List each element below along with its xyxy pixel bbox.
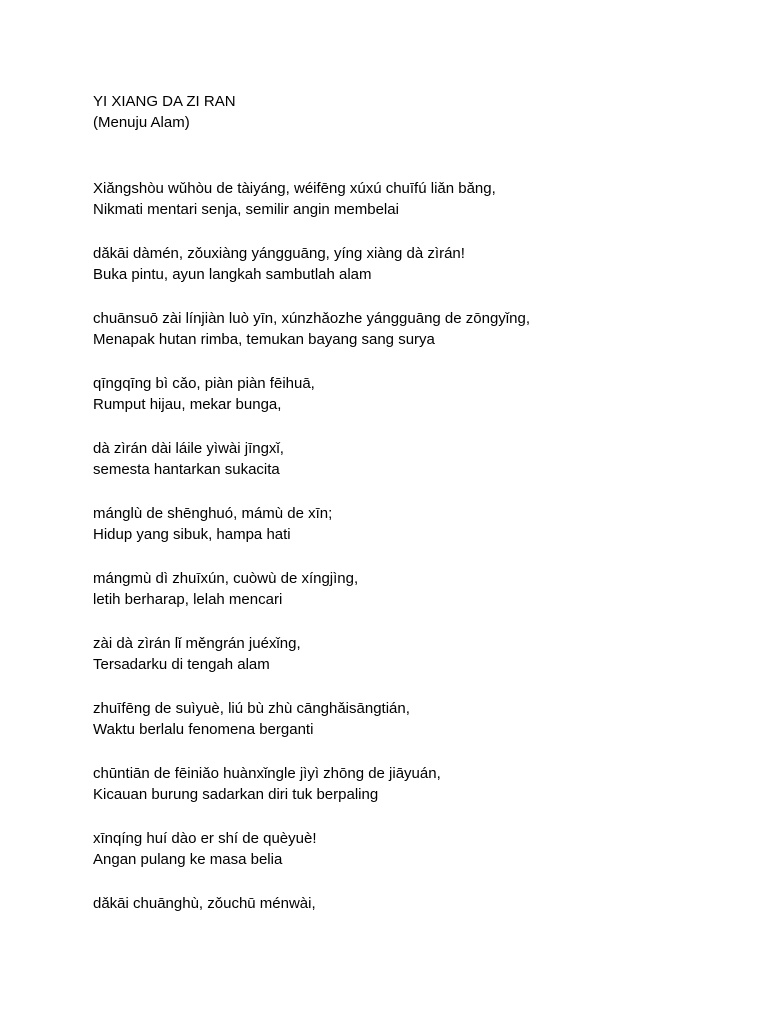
stanza [93,828,733,870]
stanza [93,568,733,610]
stanza [93,698,733,740]
poem-title: YI XIANG DA ZI RAN [93,93,236,110]
title-block [93,91,733,133]
pinyin-line: dǎkāi dàmén, zǒuxiàng yángguāng, yíng xiàng dà zìrán! [93,245,465,262]
pinyin-line: zhuīfēng de suìyuè, liú bù zhù cānghǎisāngtián, [93,700,410,717]
stanza [93,633,733,675]
indonesian-line: Rumput hijau, mekar bunga, [93,396,282,413]
stanza [93,373,733,415]
stanza [93,178,733,220]
pinyin-line: mángmù dì zhuīxún, cuòwù de xíngjìng, [93,570,359,587]
pinyin-line: zài dà zìrán lǐ měngrán juéxǐng, [93,635,301,652]
stanza [93,503,733,545]
stanza [93,893,733,914]
document-page [93,91,733,937]
indonesian-line: Menapak hutan rimba, temukan bayang sang surya [93,331,435,348]
indonesian-line: letih berharap, lelah mencari [93,591,283,608]
indonesian-line: semesta hantarkan sukacita [93,461,280,478]
pinyin-line: qīngqīng bì cǎo, piàn piàn fēihuā, [93,375,315,392]
pinyin-line: dǎkāi chuānghù, zǒuchū ménwài, [93,895,316,912]
pinyin-line: mánglù de shēnghuó, mámù de xīn; [93,505,333,522]
indonesian-line: Buka pintu, ayun langkah sambutlah alam [93,266,372,283]
stanza [93,243,733,285]
indonesian-line: Angan pulang ke masa belia [93,851,283,868]
pinyin-line: chūntiān de fēiniǎo huànxǐngle jìyì zhōng de jiāyuán, [93,765,441,782]
stanza [93,308,733,350]
pinyin-line: xīnqíng huí dào er shí de quèyuè! [93,830,317,847]
pinyin-line: chuānsuō zài línjiàn luò yīn, xúnzhǎozhe yángguāng de zōngyǐng, [93,310,530,327]
stanza [93,438,733,480]
stanza [93,763,733,805]
indonesian-line: Nikmati mentari senja, semilir angin membelai [93,201,399,218]
indonesian-line: Tersadarku di tengah alam [93,656,270,673]
indonesian-line: Hidup yang sibuk, hampa hati [93,526,291,543]
pinyin-line: Xiǎngshòu wǔhòu de tàiyáng, wéifēng xúxú chuīfú liǎn bǎng, [93,180,496,197]
pinyin-line: dà zìrán dài láile yìwài jīngxǐ, [93,440,284,457]
indonesian-line: Kicauan burung sadarkan diri tuk berpaling [93,786,379,803]
poem-subtitle: (Menuju Alam) [93,114,190,131]
indonesian-line: Waktu berlalu fenomena berganti [93,721,314,738]
